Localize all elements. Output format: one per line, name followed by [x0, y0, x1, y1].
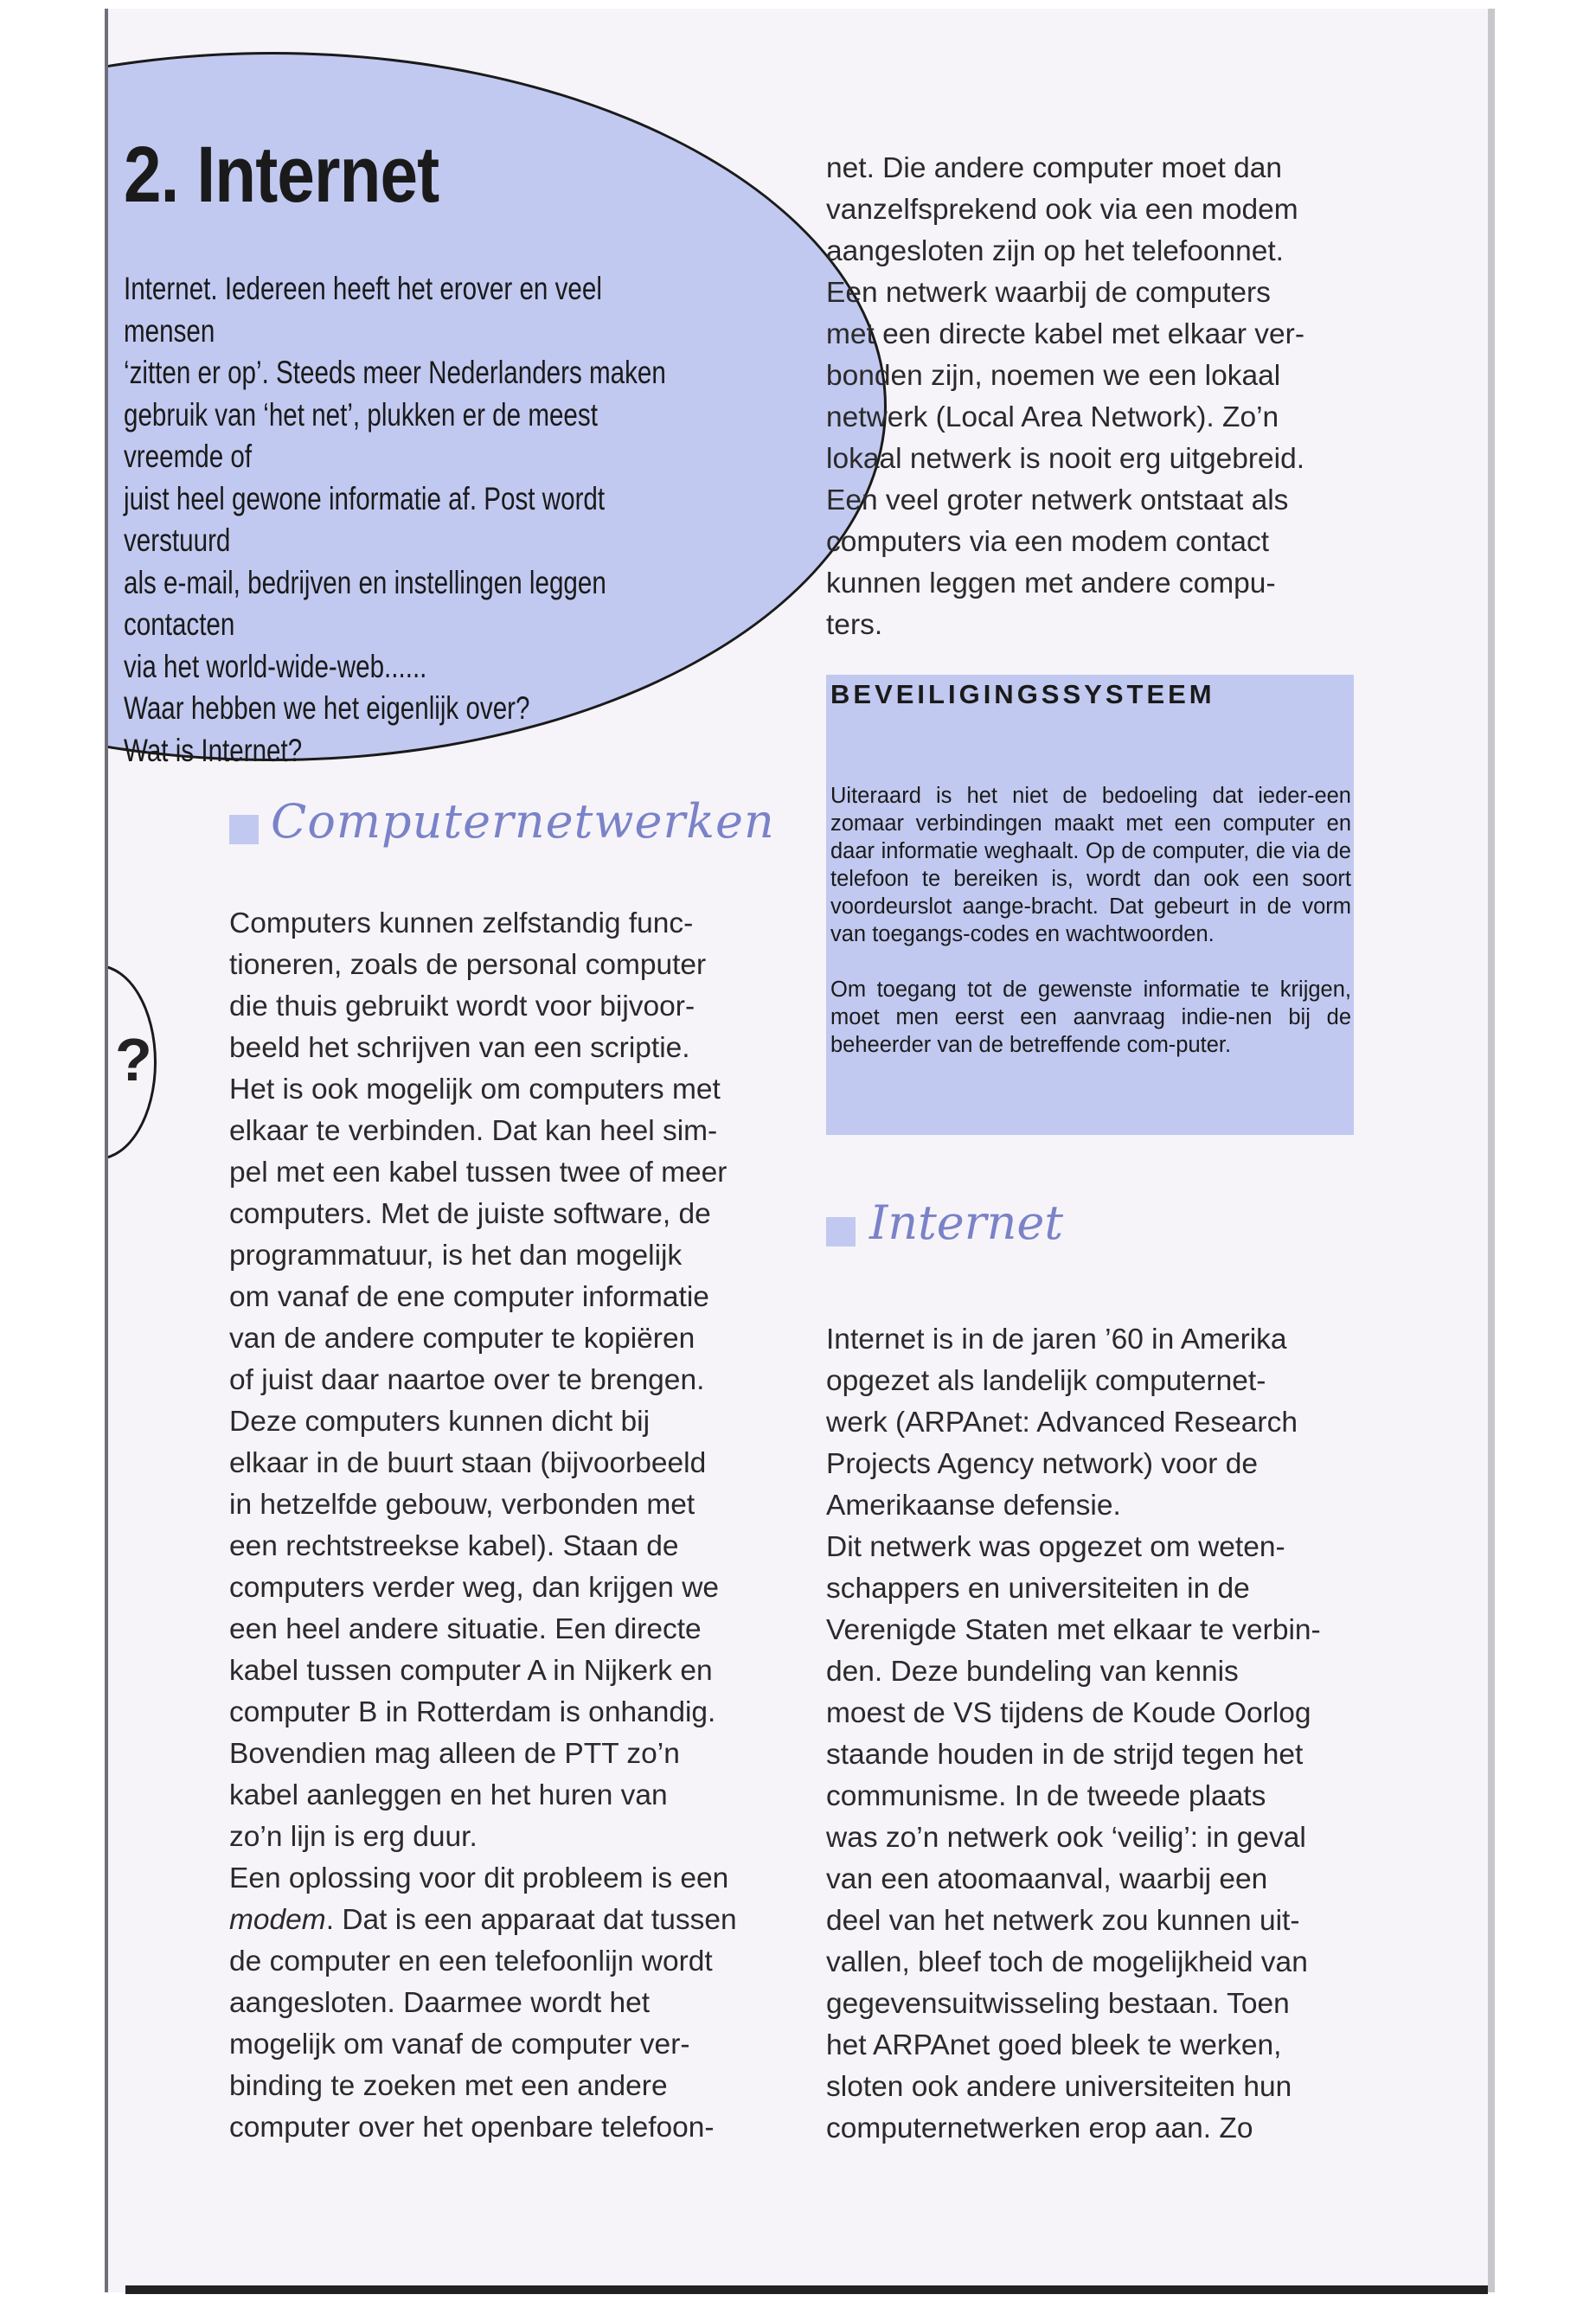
- section-square-icon: [229, 815, 259, 844]
- computernetwerken-continuation: net. Die andere computer moet dan vanzelfsprekend ook via een modem aangesloten zijn op het telefoonnet. Een netwerk waarbij de computers met een directe kabel met elkaar ver- bonden zijn, noemen we een lokaal netwerk (Local Area Network). Zo’n lokaal netwerk is nooit erg uitgebreid. Een veel groter netwerk ontstaat als computers via een modem contact kunnen leggen met andere compu- ters.: [826, 152, 1305, 641]
- box-paragraph: Uiteraard is het niet de bedoeling dat ieder-een zomaar verbindingen maakt met een computer en daar informatie weghaalt. Op de computer, die via de telefoon te bereiken is, wordt dan ook een soort voordeurslot aange-bracht. Dat gebeurt in de vorm van toegangs-codes en wachtwoorden.: [830, 784, 1351, 946]
- internet-body: Internet is in de jaren ’60 in Amerika opgezet als landelijk computernet- werk (ARPAnet: Advanced Research Projects Agency network) voor de Amerikaanse defensie. Dit netwerk was opgezet om weten- schappers en universiteiten in de Verenigde Staten met elkaar te verbin- den. Deze bundeling van kennis moest de VS tijdens de Koude Oorlog staande houden in de strijd tegen het communisme. In de tweede plaats was zo’n netwerk ook ‘veilig’: in geval van een atoomaanval, waarbij een deel van het netwerk zou kunnen uit- vallen, bleef toch de mogelijkheid van gegevensuitwisseling bestaan. Toen het ARPAnet goed bleek te werken, sloten ook andere universiteiten hun computernetwerken erop aan. Zo: [826, 1324, 1321, 2144]
- computernetwerken-body: [229, 903, 766, 2149]
- box-body: [830, 754, 1351, 1086]
- question-mark-icon: ?: [115, 1026, 152, 1093]
- heading-internet: Internet: [869, 1195, 1064, 1250]
- section-square-icon: [826, 1217, 856, 1247]
- page-bottom-edge: [125, 2285, 1488, 2294]
- book-page: [108, 9, 1488, 2292]
- body-text-part1: Computers kunnen zelfstandig func- tioneren, zoals de personal computer die thuis gebruikt wordt voor bijvoor- beeld het schrijven van een scriptie. Het is ook mogelijk om computers met elkaar te verbinden. Dat kan heel sim- pel met een kabel tussen twee of meer computers. Met de juiste software, de programmatuur, is het dan mogelijk om vanaf de ene computer informatie van de andere computer te kopiëren of juist daar naartoe over te brengen. Deze computers kunnen dicht bij elkaar in de buurt staan (bijvoorbeeld in hetzelfde gebouw, verbonden met een rechtstreekse kabel). Staan de computers verder weg, dan krijgen we een heel andere situatie. Een directe kabel tussen computer A in Nijkerk en computer B in Rotterdam is onhandig. Bovendien mag alleen de PTT zo’n kabel aanleggen en het huren van zo’n lijn is erg duur. Een oplossing voor dit probleem is een: [229, 907, 729, 1894]
- body-text-part2: . Dat is een apparaat dat tussen de computer en een telefoonlijn wordt aangesloten. Daarmee wordt het mogelijk om vanaf de computer ver- binding te zoeken met een andere computer over het openbare telefoon-: [229, 1904, 737, 2144]
- box-paragraph: Om toegang tot de gewenste informatie te krijgen, moet men eerst een aanvraag indie-nen bij de beheerder van de betreffende com-puter.: [830, 977, 1351, 1057]
- page-edge: [1488, 9, 1495, 2292]
- body-emphasis-modem: modem: [229, 1904, 326, 1936]
- heading-computernetwerken: Computernetwerken: [271, 794, 775, 849]
- chapter-intro: Internet. Iedereen heeft het erover en veel mensen ‘zitten er op’. Steeds meer Nederlanders maken gebruik van ‘het net’, plukken er de meest vreemde of juist heel gewone informatie af. Post wordt verstuurd als e-mail, bedrijven en instellingen leggen contacten via het world-wide-web...... Waar hebben we het eigenlijk over? Wat is Internet?: [124, 271, 666, 768]
- chapter-title: 2. Internet: [124, 131, 439, 219]
- box-title: BEVEILIGINGSSYSTEEM: [830, 679, 1215, 709]
